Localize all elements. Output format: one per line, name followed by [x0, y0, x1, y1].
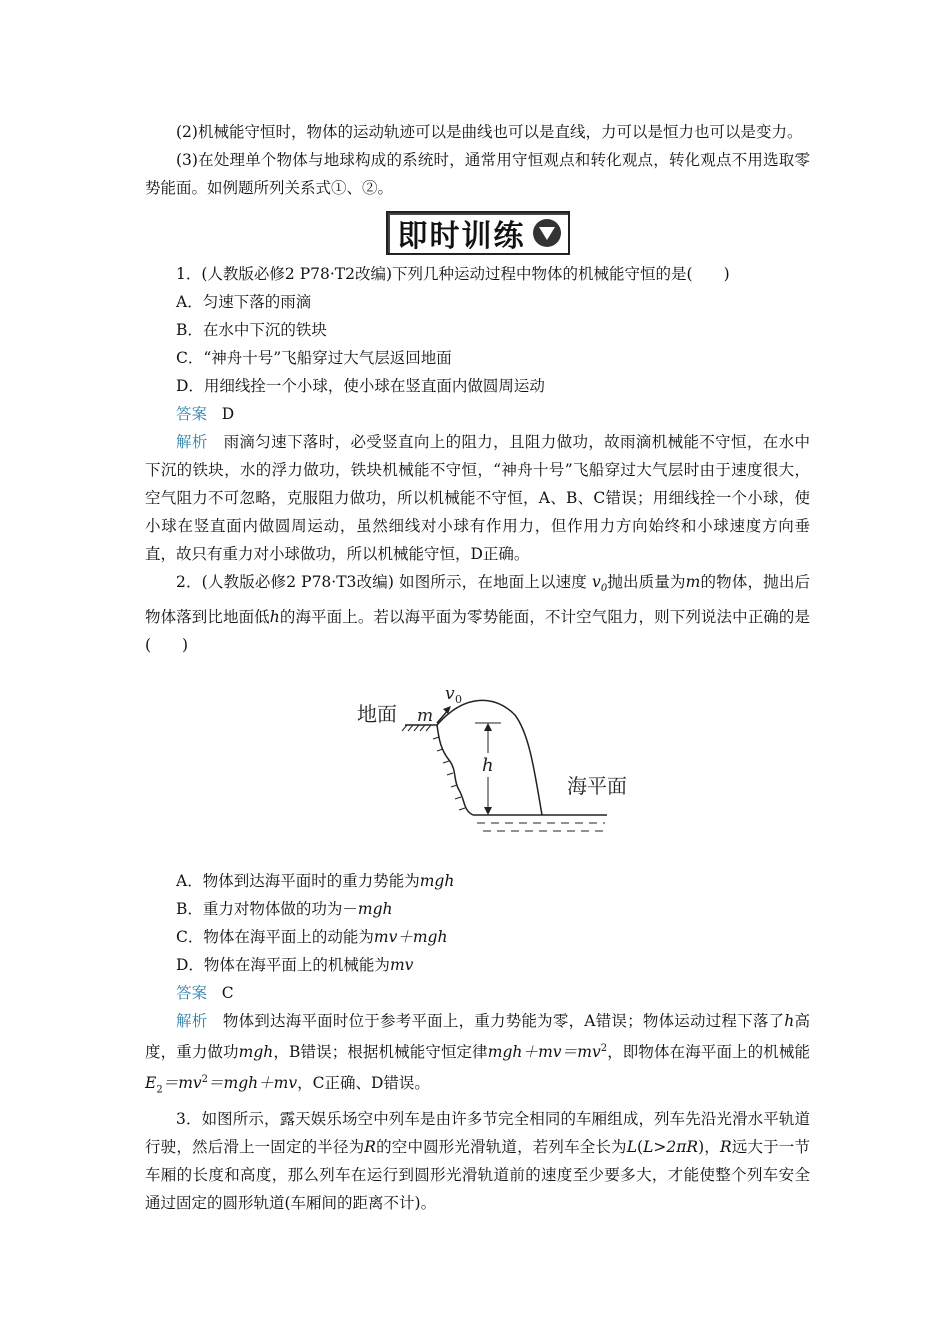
analysis-label: 解析	[176, 1012, 208, 1031]
q3-stem	[145, 1105, 810, 1217]
q2-stem-part: 的物体，抛出后物体落到比地面低	[145, 573, 810, 627]
q1-option-a: A．匀速下落的雨滴	[176, 293, 312, 311]
figure-m-label: m	[417, 706, 434, 727]
analysis-subscript: 2	[156, 1084, 163, 1096]
r-symbol: R	[364, 1137, 376, 1156]
q2-option-b	[145, 895, 810, 923]
figure-v-label: v	[445, 684, 455, 705]
q3-stem-part: 的空中圆形光滑轨道，若列车全长为	[375, 1137, 627, 1156]
option-text: A．物体到达海平面时的重力势能为	[176, 872, 420, 891]
analysis-text: ，C正确、D错误。	[297, 1074, 430, 1093]
option-expr: mv	[389, 956, 414, 975]
analysis-text: 雨滴匀速下落时，必受竖直向上的阻力，且阻力做功，故雨滴机械能不守恒，在水中下沉的铁块，水的浮力做功，铁块机械能不守恒，“神舟十号”飞船穿过大气层时由于速度很大，空气阻力不可忽略，克服阻力做功，所以机械能不守恒，A、B、C错误；用细线拴一个小球，使小球在竖直面内做圆周运动，虽然细线对小球有作用力，但作用力方向始终和小球速度方向垂直，故只有重力对小球做功，所以机械能守恒，D正确。	[145, 433, 810, 563]
v-letter: v	[592, 573, 601, 591]
condition-expr: L>2πR	[643, 1137, 699, 1156]
option-expr: mgh	[419, 872, 455, 891]
q2-answer	[145, 979, 810, 1007]
analysis-text: ，B错误；根据机械能守恒定律	[273, 1043, 488, 1062]
analysis-expr: mgh＋mv＝mv	[487, 1043, 601, 1062]
option-text: B．重力对物体做的功为－	[176, 900, 358, 919]
down-triangle-icon	[532, 218, 562, 248]
q2-stem-part: 的海平面上。若以海平面为零势能面，不计空气阻力，则下列说法中正确的是( )	[145, 608, 810, 655]
analysis-text: ，即物体在海平面上的机械能	[607, 1043, 810, 1062]
figure-h-label: h	[482, 755, 494, 777]
m-symbol: m	[685, 573, 701, 591]
q2-option-c	[145, 923, 810, 951]
banner-title: 即时训练	[397, 219, 526, 254]
analysis-expr: mgh	[238, 1043, 274, 1062]
analysis-label: 解析	[176, 433, 208, 451]
q3-stem-part: 3．如图所示，露天娱乐场空中列车是由许多节完全相同的车厢组成，列车先沿光滑水平轨道行驶，然后滑上一固定的半径为	[145, 1109, 810, 1156]
analysis-text: 高度，重力做功	[145, 1012, 810, 1062]
q1-option-d: D．用细线拴一个小球，使小球在竖直面内做圆周运动	[176, 377, 545, 395]
l-symbol: L	[626, 1137, 638, 1156]
q2-stem-part: 2．(人教版必修2 P78·T3改编) 如图所示，在地面上以速度	[176, 573, 587, 591]
q1-option-b: B．在水中下沉的铁块	[176, 321, 327, 339]
analysis-expr: h	[784, 1012, 795, 1031]
q1-analysis	[145, 428, 810, 568]
option-text: C．物体在海平面上的动能为	[176, 928, 374, 947]
q3-stem-part: (	[637, 1137, 644, 1156]
q1-answer	[145, 400, 810, 428]
option-expr: mgh	[357, 900, 393, 919]
analysis-superscript: 2	[201, 1074, 209, 1086]
intro-paragraph-3: (3)在处理单个物体与地球构成的系统时，通常用守恒观点和转化观点，转化观点不用选取零势能面。如例题所列关系式①、②。	[145, 151, 810, 197]
section-banner	[145, 208, 810, 258]
v-subscript: 0	[600, 583, 608, 595]
answer-label: 答案	[176, 405, 208, 423]
option-text: D．物体在海平面上的机械能为	[176, 956, 390, 975]
analysis-superscript: 2	[600, 1043, 608, 1055]
cliff-diagram	[345, 665, 645, 850]
sea-level-label: 海平面	[567, 774, 627, 799]
r-symbol: R	[719, 1137, 732, 1156]
intro-paragraph-2: (2)机械能守恒时，物体的运动轨迹可以是曲线也可以是直线，力可以是恒力也可以是变力。	[176, 123, 803, 141]
answer-label: 答案	[176, 984, 208, 1003]
projectile-figure	[145, 665, 810, 857]
analysis-expr: ＝mgh＋mv	[208, 1074, 298, 1093]
q2-stem-part: 抛出质量为	[607, 573, 686, 591]
analysis-expr: E	[145, 1074, 157, 1093]
q2-stem	[145, 568, 810, 659]
answer-value: D	[221, 405, 235, 423]
analysis-text: 物体到达海平面时位于参考平面上，重力势能为零，A错误；物体运动过程下落了	[222, 1012, 785, 1031]
q1-stem: 1．(人教版必修2 P78·T2改编)下列几种运动过程中物体的机械能守恒的是( )	[176, 265, 730, 283]
analysis-expr: ＝mv	[162, 1074, 202, 1093]
h-symbol: h	[269, 608, 280, 627]
q2-analysis	[145, 1007, 810, 1104]
q2-option-d	[145, 951, 810, 979]
q3-stem-part: )，	[698, 1137, 720, 1156]
v0-symbol	[592, 573, 608, 595]
q3-stem-part: 远大于一节车厢的长度和高度，那么列车在运行到圆形光滑轨道前的速度至少要多大，才能使整个列车安全通过固定的圆形轨道(车厢间的距离不计)。	[145, 1137, 810, 1212]
ground-label: 地面	[357, 702, 397, 727]
answer-value: C	[221, 984, 234, 1003]
option-expr: mv＋mgh	[373, 928, 448, 947]
q1-option-c: C．“神舟十号”飞船穿过大气层返回地面	[176, 349, 452, 367]
figure-v-subscript: 0	[455, 693, 462, 707]
banner-box	[386, 211, 570, 255]
q2-option-a	[145, 867, 810, 895]
document-page	[145, 118, 810, 1217]
